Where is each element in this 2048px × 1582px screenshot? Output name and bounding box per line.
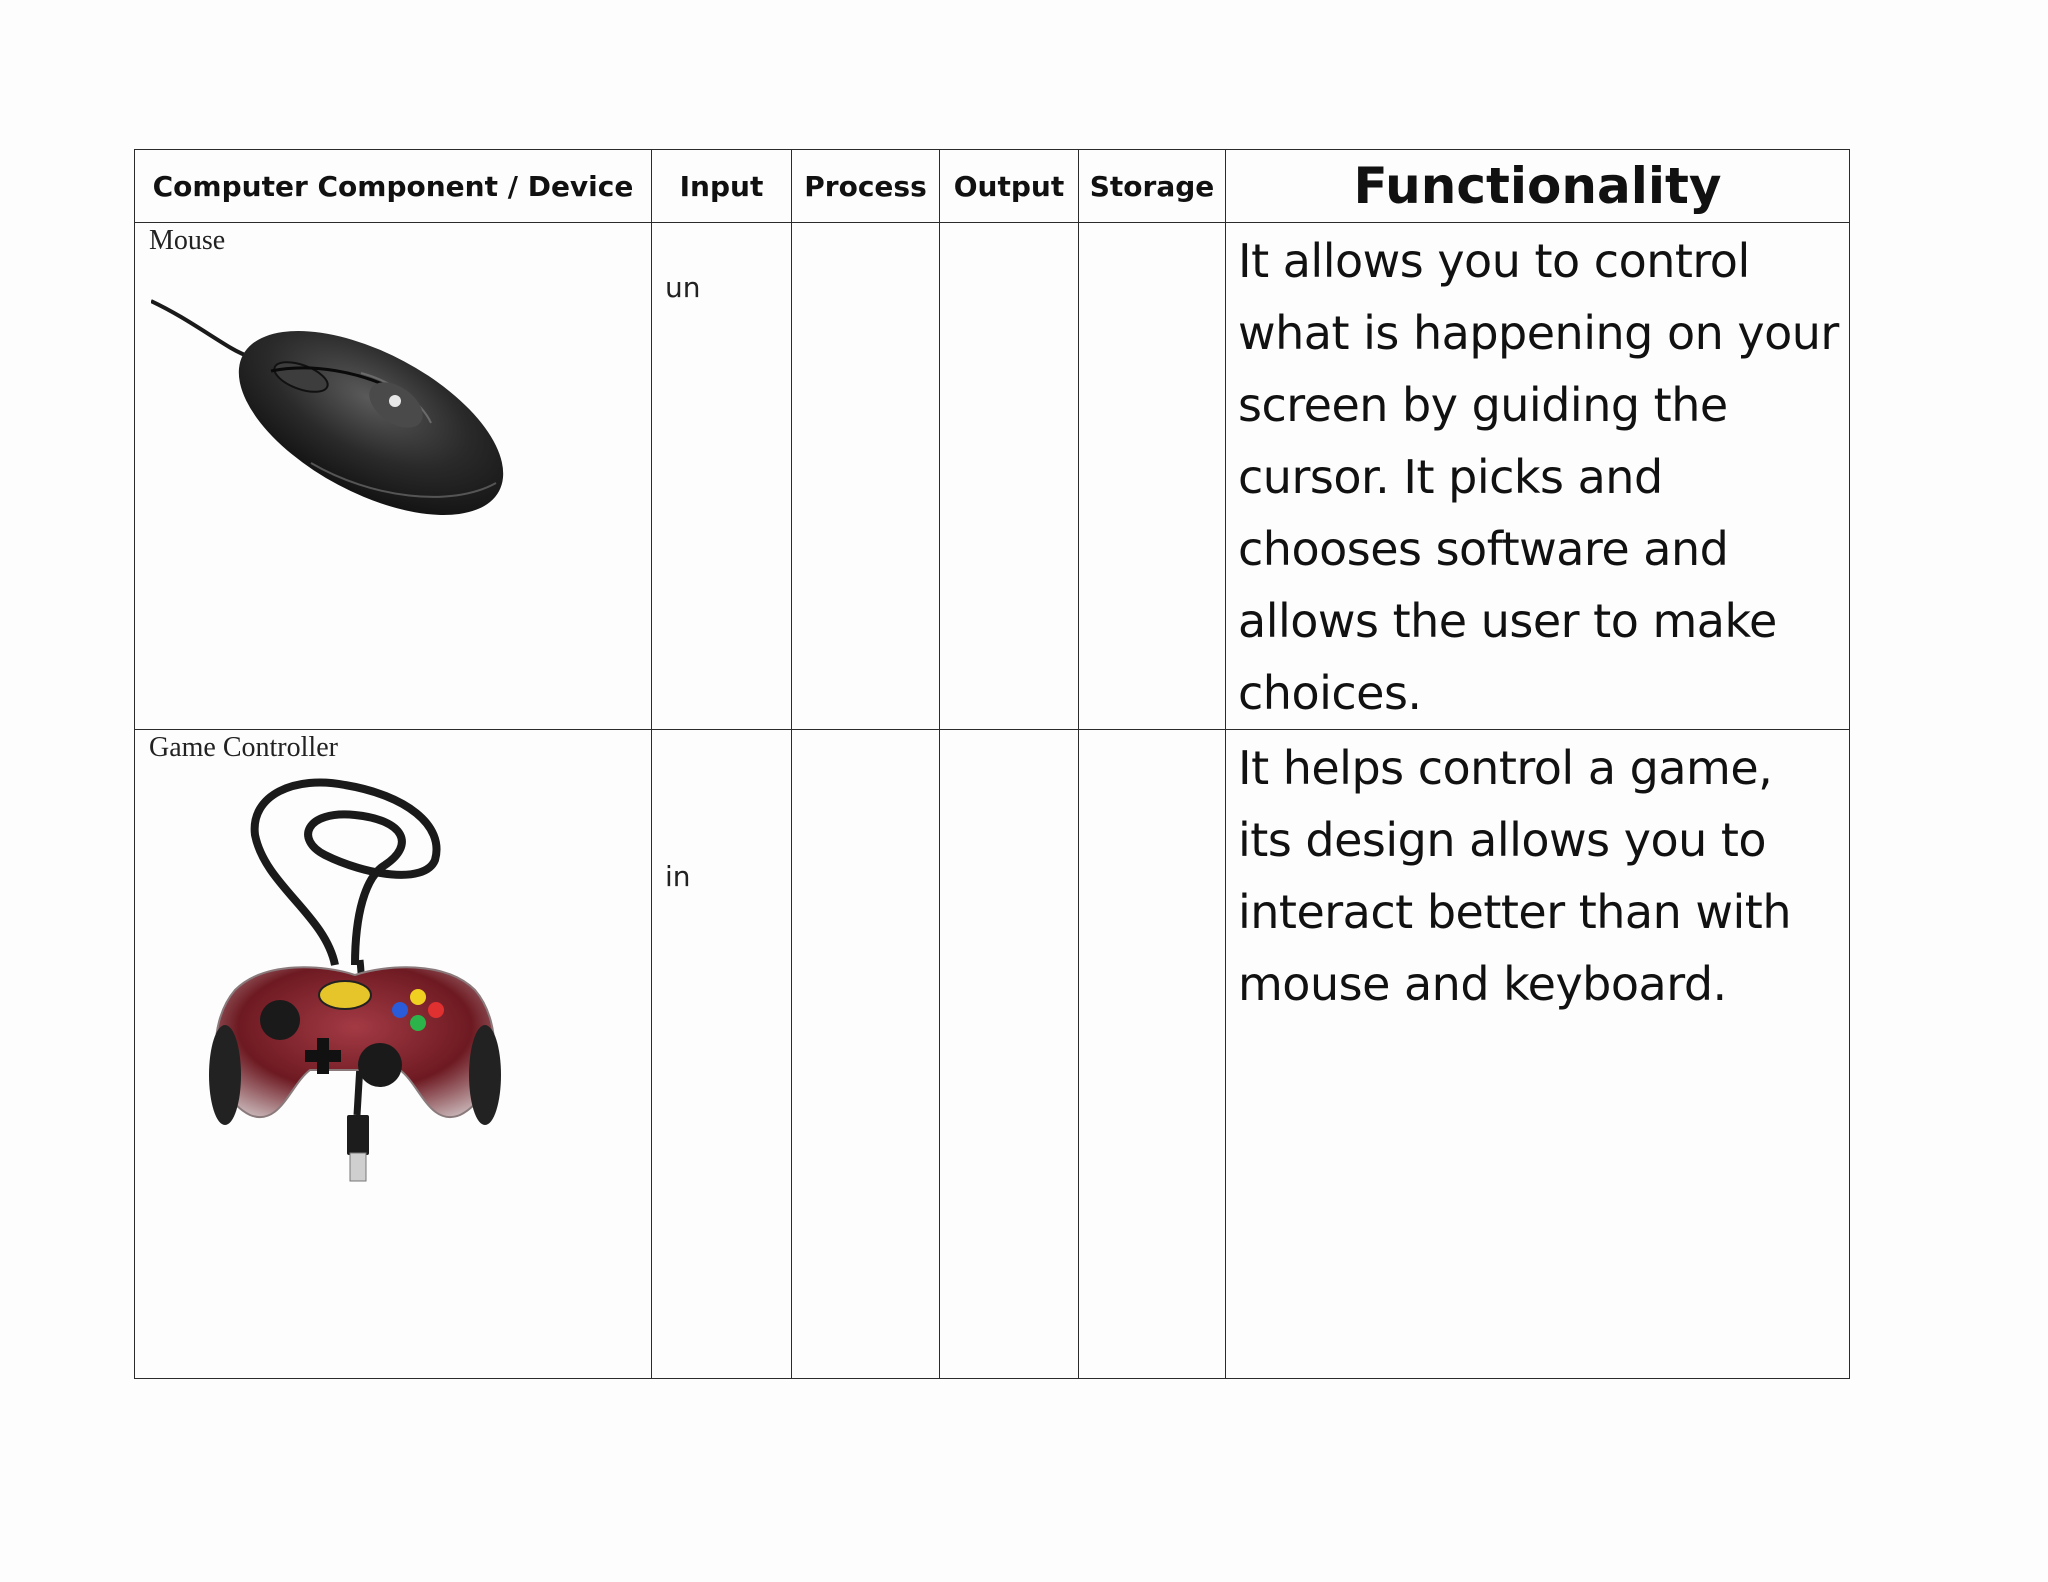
table-row (135, 730, 1850, 1379)
output-cell (940, 730, 1079, 1379)
storage-cell (1079, 730, 1226, 1379)
device-cell (135, 730, 652, 1379)
storage-cell (1079, 223, 1226, 730)
process-cell (792, 730, 940, 1379)
output-cell (940, 223, 1079, 730)
header-row (135, 150, 1850, 223)
functionality-cell (1226, 223, 1850, 730)
functionality-cell (1226, 730, 1850, 1379)
functionality-text: It allows you to control what is happening on your screen by guiding the cursor. It picks and chooses software and allows the user to make choices. (1238, 234, 1839, 720)
process-cell (792, 223, 940, 730)
table-row (135, 223, 1850, 730)
device-cell (135, 223, 652, 730)
input-mark: un (665, 271, 701, 304)
input-cell (652, 730, 792, 1379)
device-name: Game Controller (149, 732, 338, 763)
header-functionality: Functionality (1226, 150, 1850, 223)
input-mark: in (665, 860, 691, 893)
functionality-text: It helps control a game, its design allows you to interact better than with mouse and keyboard. (1238, 741, 1791, 1011)
header-process: Process (792, 150, 940, 223)
header-component: Computer Component / Device (135, 150, 652, 223)
header-storage: Storage (1079, 150, 1226, 223)
device-name: Mouse (149, 225, 226, 256)
device-worksheet-table (134, 149, 1850, 1379)
game-controller-photo (205, 765, 505, 1205)
input-cell (652, 223, 792, 730)
header-output: Output (940, 150, 1079, 223)
computer-mouse-photo (151, 293, 531, 523)
header-input: Input (652, 150, 792, 223)
